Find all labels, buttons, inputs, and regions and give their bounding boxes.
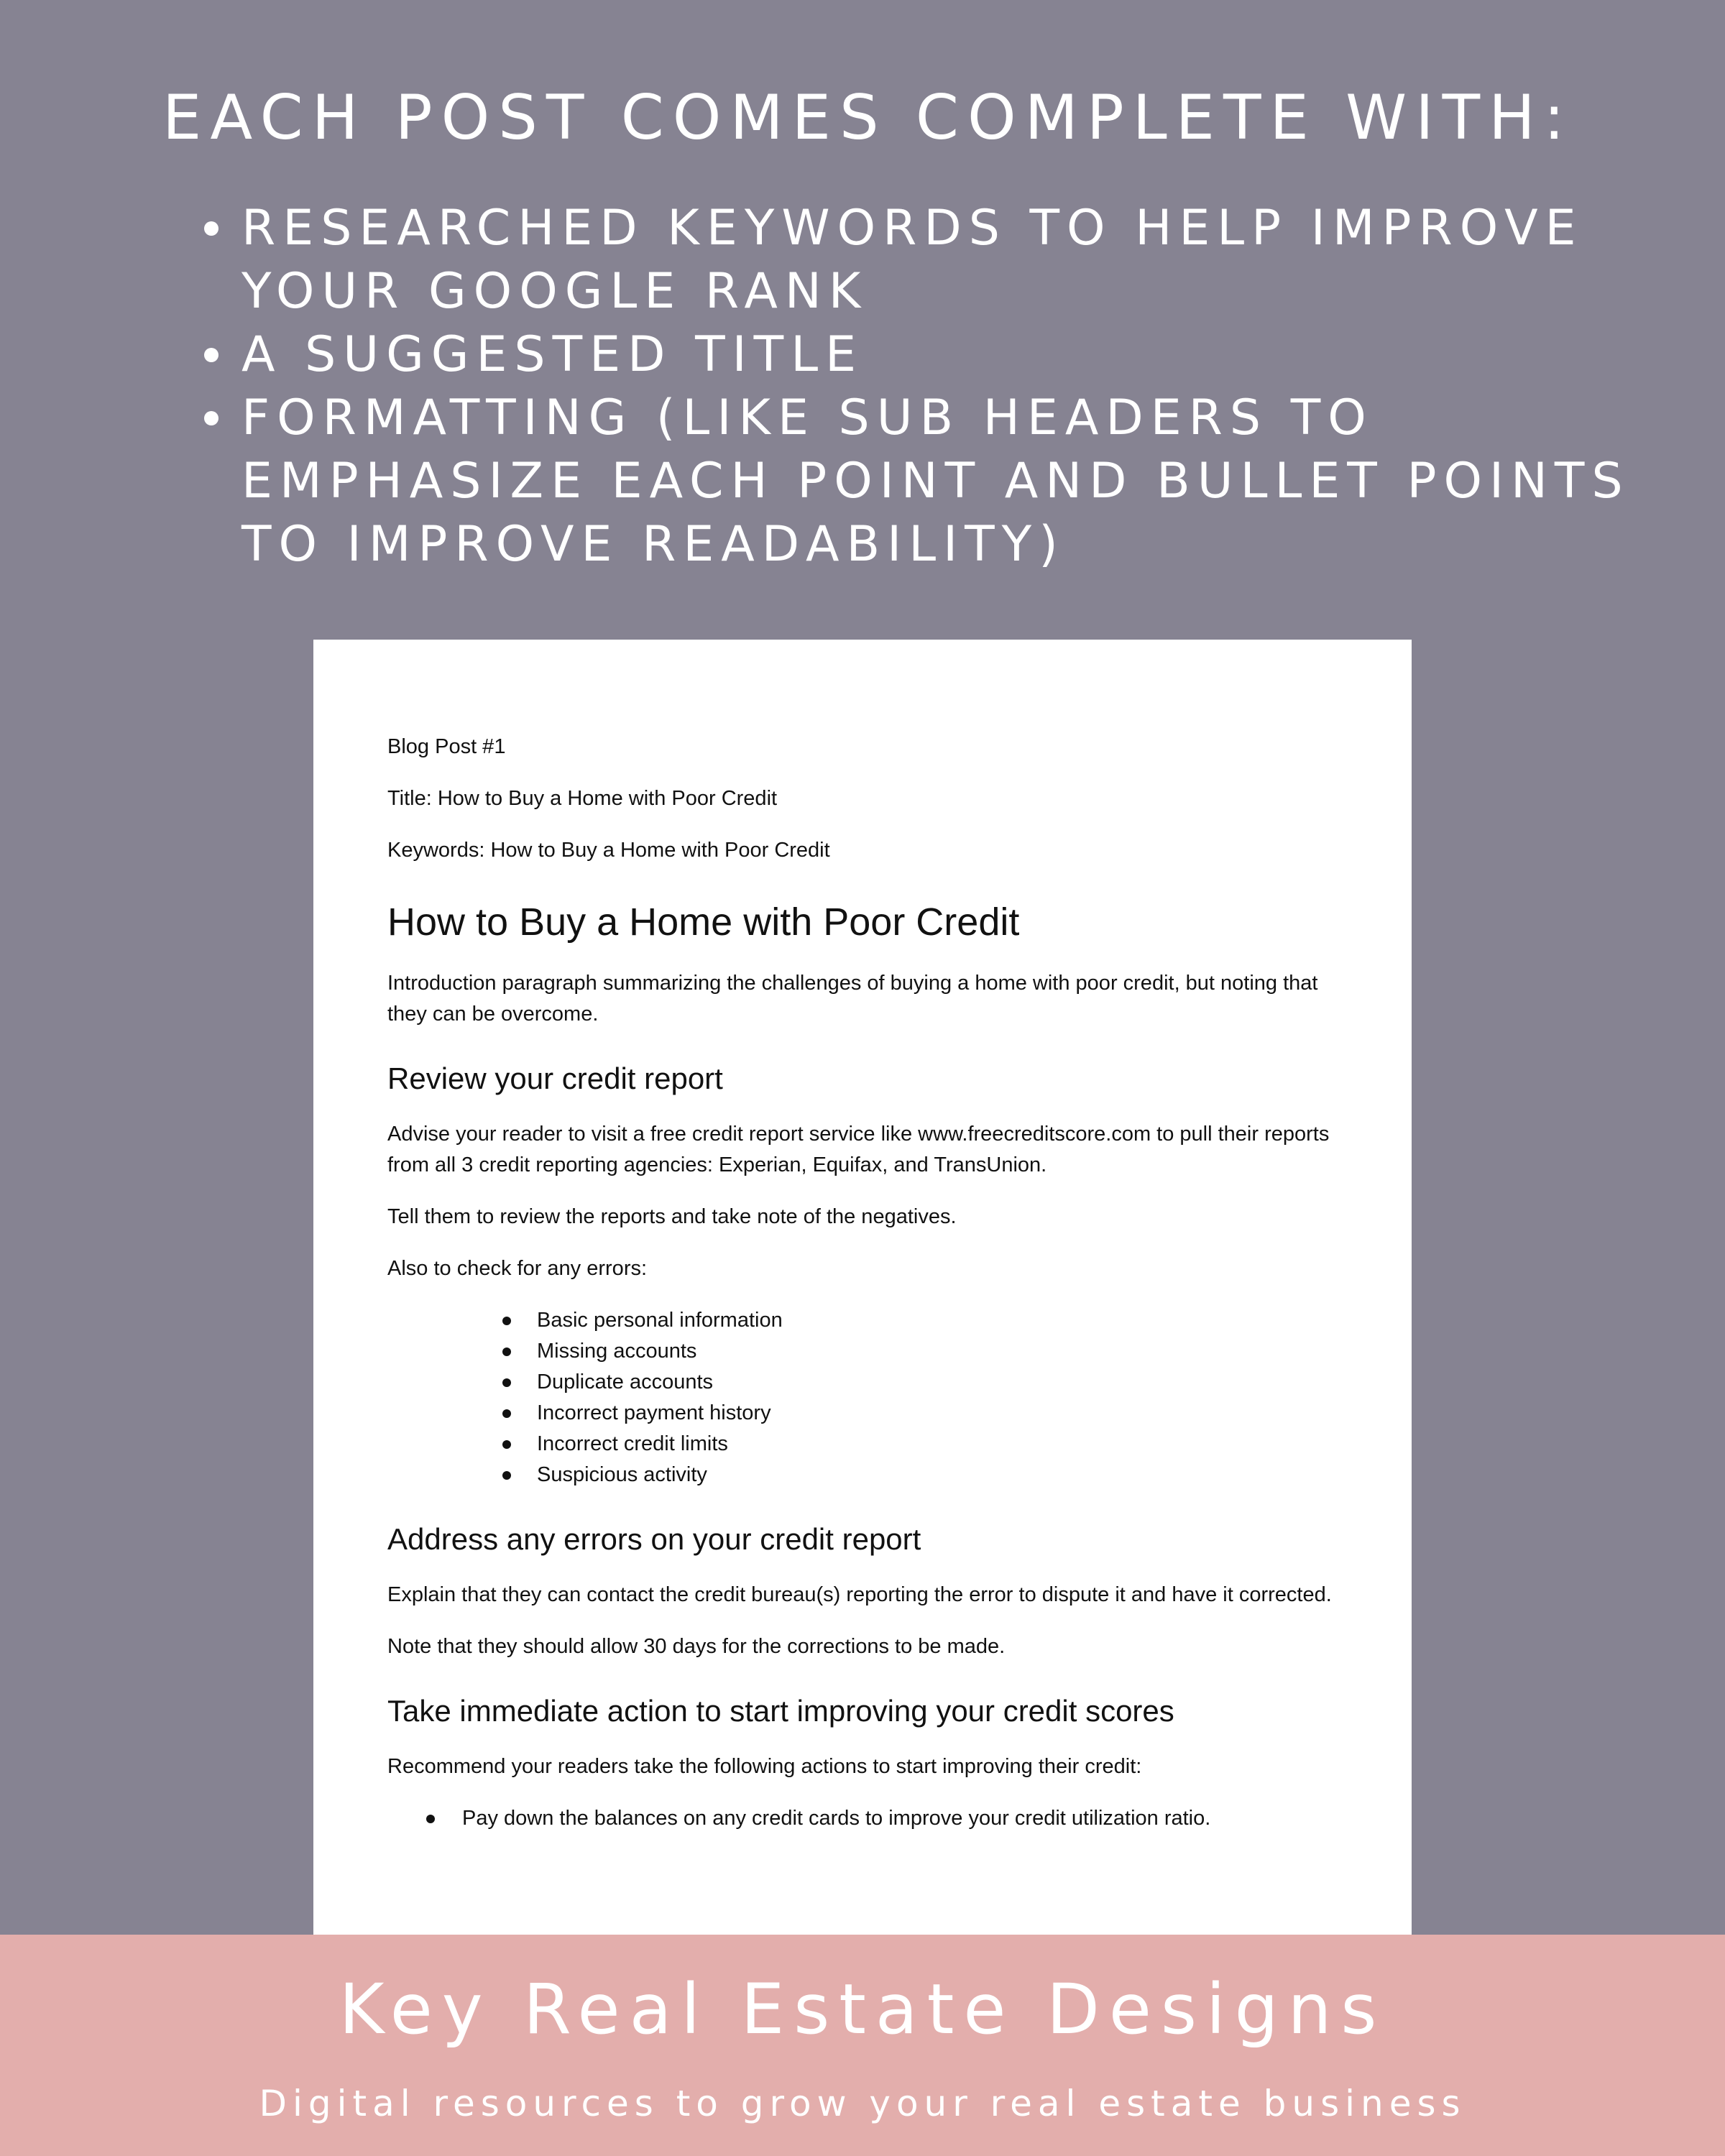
- list-item-text: Duplicate accounts: [537, 1370, 714, 1393]
- section-heading: Address any errors on your credit report: [387, 1522, 921, 1556]
- bullet-icon: [204, 348, 218, 362]
- document-body: [387, 732, 1351, 1843]
- paragraph: Advise your reader to visit a free credit report service like www.freecreditscore.com to pull their reports from all 3 credit reporting agencies: Experian, Equifax, and TransUnion.: [387, 1123, 1330, 1176]
- bullet-icon: [502, 1317, 511, 1325]
- list-item: [387, 1803, 1351, 1834]
- list-item: [387, 1460, 1351, 1491]
- section-heading: Take immediate action to start improving your credit scores: [387, 1694, 1174, 1728]
- list-item: [387, 1336, 1351, 1367]
- keywords-line: Keywords: How to Buy a Home with Poor Credit: [387, 839, 830, 862]
- list-item-text: Basic personal information: [537, 1309, 783, 1332]
- brand-name: Key Real Estate Designs: [339, 1969, 1386, 2050]
- feature-text: A SUGGESTED TITLE: [242, 326, 864, 383]
- feature-text: RESEARCHED KEYWORDS TO HELP IMPROVE YOUR GOOGLE RANK: [242, 200, 1583, 320]
- paragraph: Also to check for any errors:: [387, 1257, 648, 1280]
- tagline: Digital resources to grow your real estate business: [259, 2083, 1466, 2124]
- bullet-icon: [426, 1815, 435, 1823]
- headline: EACH POST COMES COMPLETE WITH:: [162, 82, 1573, 154]
- intro-paragraph: Introduction paragraph summarizing the challenges of buying a home with poor credit, but noting that they can be overcome.: [387, 972, 1318, 1026]
- error-checklist: [387, 1305, 1351, 1491]
- document-preview: [313, 640, 1412, 1935]
- bullet-icon: [502, 1409, 511, 1418]
- list-item-text: Incorrect credit limits: [537, 1432, 728, 1455]
- list-item: [387, 1398, 1351, 1429]
- list-item-text: Missing accounts: [537, 1340, 697, 1363]
- feature-item: [200, 323, 1652, 387]
- list-item: [387, 1367, 1351, 1398]
- section-heading: Review your credit report: [387, 1061, 723, 1095]
- feature-list: [200, 197, 1652, 576]
- paragraph: Tell them to review the reports and take note of the negatives.: [387, 1205, 957, 1228]
- footer-band: [0, 1935, 1725, 2156]
- bullet-icon: [502, 1348, 511, 1356]
- list-item-text: Incorrect payment history: [537, 1401, 771, 1424]
- feature-text: FORMATTING (LIKE SUB HEADERS TO EMPHASIZE EACH POINT AND BULLET POINTS TO IMPROVE READABILITY): [242, 390, 1630, 573]
- document-heading: How to Buy a Home with Poor Credit: [387, 900, 1020, 944]
- bullet-icon: [204, 221, 218, 236]
- bullet-icon: [502, 1440, 511, 1449]
- paragraph: Explain that they can contact the credit bureau(s) reporting the error to dispute it and have it corrected.: [387, 1583, 1332, 1606]
- paragraph: Note that they should allow 30 days for the corrections to be made.: [387, 1635, 1006, 1658]
- list-item: [387, 1305, 1351, 1336]
- feature-item: [200, 197, 1652, 323]
- title-line: Title: How to Buy a Home with Poor Credit: [387, 787, 778, 810]
- paragraph: Recommend your readers take the following actions to start improving their credit:: [387, 1755, 1142, 1778]
- feature-item: [200, 387, 1652, 576]
- bullet-icon: [502, 1471, 511, 1480]
- list-item: [387, 1429, 1351, 1460]
- bullet-icon: [502, 1378, 511, 1387]
- action-list: [387, 1803, 1351, 1834]
- post-number: Blog Post #1: [387, 735, 506, 758]
- list-item-text: Suspicious activity: [537, 1463, 707, 1486]
- bullet-icon: [204, 411, 218, 425]
- list-item-text: Pay down the balances on any credit cards to improve your credit utilization ratio.: [462, 1807, 1211, 1830]
